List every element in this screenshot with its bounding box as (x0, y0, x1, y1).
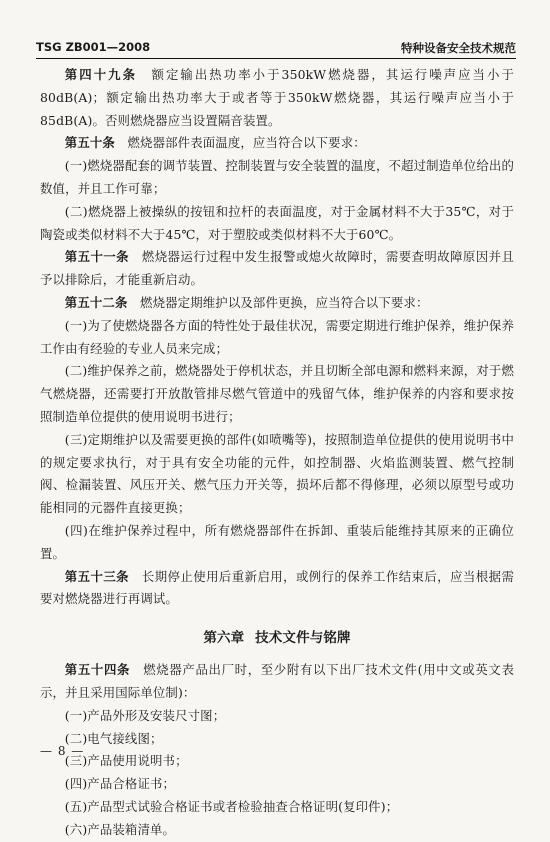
list-item: (一)为了使燃烧器各方面的特性处于最佳状况，需要定期进行维护保养，维护保养工作由有经验的专业人员来完成； (40, 317, 514, 356)
list-item: (六)产品装箱清单。 (64, 821, 176, 837)
article-49 (40, 64, 514, 132)
list-item: (一)产品外形及安装尺寸图； (64, 707, 226, 723)
article-text: 长期停止使用后重新启用，或例行的保养工作结束后，应当根据需要对燃烧器进行再调试。 (40, 568, 514, 607)
standard-code: TSG ZB001—2008 (36, 40, 151, 54)
article-53 (40, 566, 514, 612)
article-54 (40, 659, 514, 705)
list-item: (四)产品合格证书； (64, 776, 176, 792)
chapter-number: 第六章 (203, 630, 245, 647)
article-text: 燃烧器定期维护以及部件更换，应当符合以下要求： (140, 294, 429, 310)
list-item: (二)电气接线图； (64, 730, 163, 746)
list-item: (二)燃烧器上被操纵的按钮和拉杆的表面温度，对于金属材料不大于35℃，对于陶瓷或类似材料不大于45℃，对于塑胶或类似材料不大于60℃。 (40, 203, 514, 242)
chapter-title: 技术文件与铭牌 (255, 630, 351, 647)
list-item: (三)产品使用说明书； (64, 753, 188, 769)
chapter-heading (40, 627, 514, 649)
header-rule (36, 58, 516, 59)
article-text: 额定输出热功率小于350kW燃烧器，其运行噪声应当小于80dB(A)；额定输出热功率大于或者等于350kW燃烧器，其运行噪声应当小于85dB(A)。否则燃烧器应当设置隔音装置。 (40, 67, 514, 128)
article-number: 第四十九条 (64, 67, 138, 82)
article-51 (40, 246, 514, 292)
list-item: (五)产品型式试验合格证书或者检验抽查合格证明(复印件)； (64, 798, 399, 814)
article-number: 第五十一条 (64, 249, 130, 265)
article-text: 燃烧器产品出厂时，至少附有以下出厂技术文件(用中文或英文表示，并且采用国际单位制)： (40, 662, 515, 700)
article-50 (40, 132, 514, 155)
article-number: 第五十三条 (64, 568, 130, 584)
list-item: (一)燃烧器配套的调节装置、控制装置与安全装置的温度，不超过制造单位给出的数值，并且工作可靠； (40, 158, 514, 196)
body-text (40, 64, 514, 842)
list-item: (二)维护保养之前，燃烧器处于停机状态，并且切断全部电源和燃料来源，对于燃气燃烧器，还需要打开放散管排尽燃气管道中的残留气体，维护保养的内容和要求按照制造单位提供的使用说明书进行； (40, 363, 514, 424)
standard-category: 特种设备安全技术规范 (401, 41, 516, 55)
page-number: — 8 — (40, 744, 85, 758)
article-number: 第五十四条 (64, 662, 131, 678)
article-text: 燃烧器运行过程中发生报警或熄火故障时，需要查明故障原因并且予以排除后，才能重新启动。 (40, 249, 514, 288)
article-52 (40, 292, 514, 315)
list-item: (四)在维护保养过程中，所有燃烧器部件在拆卸、重装后能维持其原来的正确位置。 (40, 522, 514, 561)
article-number: 第五十条 (64, 135, 115, 151)
list-item: (三)定期维护以及需要更换的部件(如喷嘴等)，按照制造单位提供的使用说明书中的规定要求执行，对于具有安全功能的元件，如控制器、火焰监测装置、燃气控制阀、检漏装置、风压开关、燃气压力开关等，损坏后都不得修理，必须以原型号或功能相同的元器件直接更换； (40, 431, 514, 516)
article-text: 燃烧器部件表面温度，应当符合以下要求： (127, 135, 366, 151)
article-number: 第五十二条 (64, 294, 128, 310)
